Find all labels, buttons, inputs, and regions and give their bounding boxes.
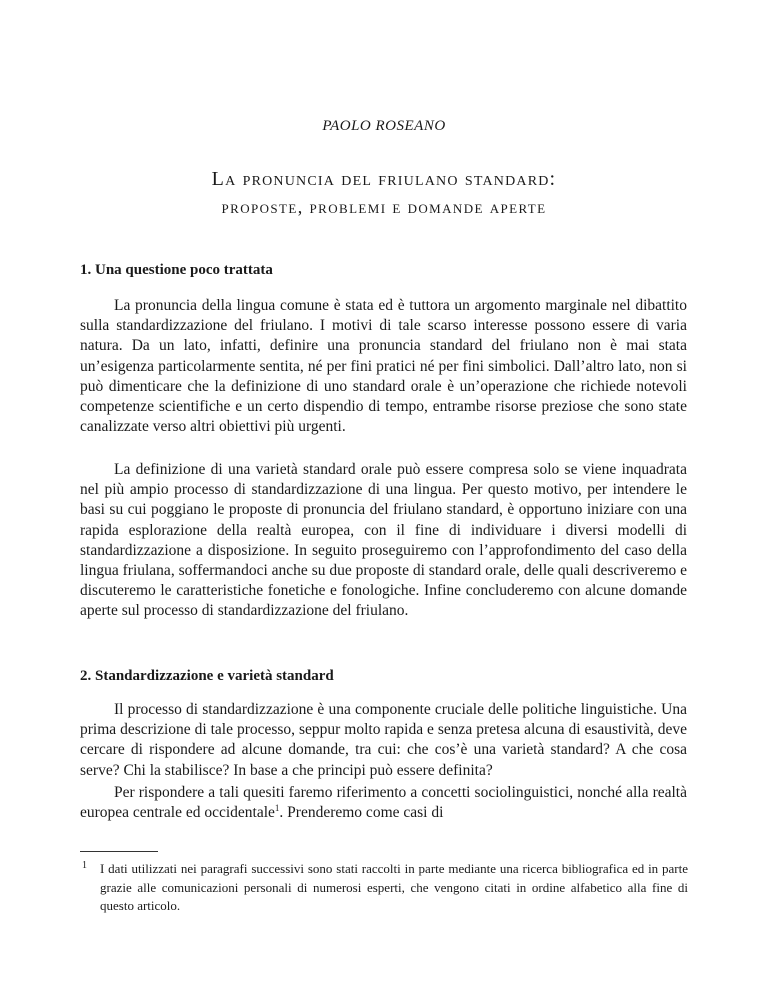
title-line-1: La pronuncia del friulano standard: bbox=[211, 168, 557, 190]
paragraph-4-text: Per rispondere a tali quesiti faremo riferimento a concetti sociolinguistici, nonché alla realtà europea centrale ed occidentale bbox=[80, 784, 687, 822]
paragraph-4: Per rispondere a tali quesiti faremo riferimento a concetti sociolinguistici, nonché alla realtà europea centrale ed occidentale$^1$. Prenderemo come casi di bbox=[80, 784, 687, 822]
paragraph-2: La definizione di una varietà standard orale può essere compresa solo se viene inquadrata nel più ampio processo di standardizzazione di una lingua. Per questo motivo, per intendere le basi su cui poggiano le proposte di pronuncia del friulano standard, è opportuno iniziare con una rapida esplorazione della realtà europea, con il fine di individuare i diversi modelli di standardizzazione a disposizione. In seguito proseguiremo con l’approfondimento del caso della lingua friulana, soffermandoci anche su due proposte di standard orale, delle quali descriveremo e discuteremo le caratteristiche fonetiche e fonologiche. Infine concluderemo con alcune domande aperte sul processo di standardizzazione del friulano. bbox=[80, 461, 688, 620]
footnote-number: 1 bbox=[82, 860, 87, 871]
footnote-reference: 1 bbox=[274, 803, 280, 814]
paragraph-3: Il processo di standardizzazione è una componente cruciale delle politiche linguistiche. Una prima descrizione di tale processo, seppur molto rapida e senza pretesa alcuna di esaustività, deve cercare di rispondere ad alcune domande, tra cui: che cos’è una varietà standard? A che cosa serve? Chi la stabilisce? In base a che principi può essere definita? bbox=[80, 701, 687, 779]
article-title bbox=[0, 165, 768, 221]
section-heading-2: 2. Standardizzazione e varietà standard bbox=[80, 668, 334, 684]
footnote-text: I dati utilizzati nei paragrafi successivi sono stati raccolti in parte mediante una ricerca bibliografica ed in parte grazie alle comunicazioni personali di numerosi esperti, che vengono citati in ordine alfabetico alla fine di questo articolo. bbox=[100, 861, 688, 913]
author-name: PAOLO ROSEANO bbox=[322, 118, 446, 134]
section-heading-1: 1. Una questione poco trattata bbox=[80, 262, 273, 278]
paragraph-1: La pronuncia della lingua comune è stata ed è tuttora un argomento marginale nel dibattito sulla standardizzazione del friulano. I motivi di tale scarso interesse possono essere di varia natura. Da un lato, infatti, definire una pronuncia standard del friulano non è mai stata un’esigenza particolarmente sentita, né per fini pratici né per fini simbolici. Dall’altro lato, non si può dimenticare che la definizione di uno standard orale è un’operazione che richiede notevoli competenze scientifiche e un certo dispendio di tempo, entrambe risorse preziose che sono state canalizzate verso altri obiettivi più urgenti. bbox=[80, 297, 687, 436]
paragraph-4-continuation: Prenderemo come casi di bbox=[287, 804, 444, 822]
title-line-2: proposte, problemi e domande aperte bbox=[221, 197, 547, 217]
footnote-divider bbox=[80, 851, 158, 852]
